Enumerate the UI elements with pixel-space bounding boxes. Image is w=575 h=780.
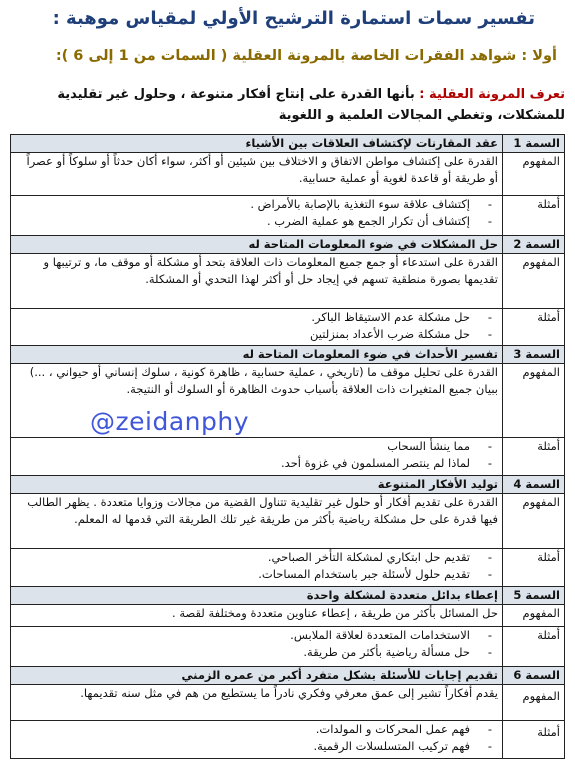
concept-text: القدرة على إكتشاف مواطن الاتفاق و الاختلاف بين شيئين أو أكثر، سواء أكان حدثاً أو سلوكاً أو عصراً أو طريقة أو قاعدة لغوية أو عملية حسابية. — [11, 153, 503, 196]
examples-list — [15, 549, 498, 585]
examples-label: أمثلة — [503, 721, 565, 759]
concept-text: القدرة على تحليل موقف ما (تاريخي ، عملية حسابية ، ظاهرة كونية ، سلوك إنساني أو حيواني ، ...) ببيان جميع المتغيرات ذات العلاقة بأسباب حدوث الظاهرة أو السلوك أو النتيجة. — [11, 364, 503, 438]
trait-header-row — [11, 587, 565, 605]
example-item: - فهم عمل المحركات و المولدات. — [15, 721, 470, 738]
trait-title: تفسير الأحداث في ضوء المعلومات المتاحة له — [11, 346, 503, 364]
examples-cell — [11, 721, 503, 759]
traits-table — [10, 134, 565, 759]
concept-label: المفهوم — [503, 685, 565, 721]
trait-header-row — [11, 236, 565, 254]
example-item: - تقديم حل ابتكاري لمشكلة التأخر الصباحي. — [15, 549, 470, 566]
examples-list — [15, 438, 498, 474]
examples-label: أمثلة — [503, 549, 565, 587]
trait-concept-row — [11, 685, 565, 721]
examples-cell — [11, 438, 503, 476]
example-item: - فهم تركيب المتسلسلات الرقمية. — [15, 738, 470, 755]
trait-number: السمة 2 — [503, 236, 565, 254]
example-item: - مما ينشأ السحاب — [15, 438, 470, 455]
concept-label: المفهوم — [503, 494, 565, 549]
trait-number: السمة 4 — [503, 476, 565, 494]
example-item: - لماذا لم ينتصر المسلمون في غزوة أحد. — [15, 455, 470, 472]
example-item: - تقديم حلول لأسئلة جبر باستخدام المساحات. — [15, 566, 470, 583]
trait-examples-row — [11, 196, 565, 236]
trait-concept-row — [11, 153, 565, 196]
trait-number: السمة 6 — [503, 667, 565, 685]
definition-text: بأنها القدرة على إنتاج أفكار متنوعة ، وحلول غير تقليدية للمشكلات، وتغطي المجالات العلمية و اللغوية — [57, 87, 565, 123]
examples-cell — [11, 196, 503, 236]
trait-examples-row — [11, 549, 565, 587]
trait-header-row — [11, 667, 565, 685]
trait-number: السمة 5 — [503, 587, 565, 605]
examples-cell — [11, 549, 503, 587]
trait-title: حل المشكلات في ضوء المعلومات المتاحة له — [11, 236, 503, 254]
examples-list — [15, 627, 498, 663]
examples-list — [15, 721, 498, 757]
trait-examples-row — [11, 721, 565, 759]
examples-cell — [11, 309, 503, 346]
concept-label: المفهوم — [503, 364, 565, 438]
concept-label: المفهوم — [503, 254, 565, 309]
example-item: - إكتشاف أن تكرار الجمع هو عملية الضرب . — [15, 213, 470, 230]
examples-label: أمثلة — [503, 438, 565, 476]
section-subtitle: أولا : شواهد الفقرات الخاصة بالمرونة العقلية ( السمات من 1 إلى 6 ): — [55, 48, 557, 64]
examples-label: أمثلة — [503, 196, 565, 236]
trait-concept-row — [11, 254, 565, 309]
trait-examples-row — [11, 627, 565, 667]
trait-concept-row — [11, 494, 565, 549]
trait-title: تقديم إجابات للأسئلة بشكل متفرد أكبر من عمره الزمني — [11, 667, 503, 685]
definition-label: تعرف المرونة العقلية : — [419, 87, 565, 102]
examples-cell — [11, 627, 503, 667]
trait-examples-row — [11, 309, 565, 346]
definition-paragraph — [10, 84, 565, 126]
examples-label: أمثلة — [503, 627, 565, 667]
example-item: - إكتشاف علاقة سوء التغذية بالإصابة بالأمراض . — [15, 196, 470, 213]
example-item: - حل مشكلة ضرب الأعداد بمنزلتين — [15, 326, 470, 343]
examples-label: أمثلة — [503, 309, 565, 346]
concept-text: حل المسائل بأكثر من طريقة ، إعطاء عناوين متعددة ومختلفة لقصة . — [11, 605, 503, 627]
example-item: - الاستخدامات المتعددة لعلاقة الملابس. — [15, 627, 470, 644]
trait-header-row — [11, 476, 565, 494]
trait-concept-row — [11, 605, 565, 627]
concept-text: القدرة على تقديم أفكار أو حلول غير تقليدية تتناول القضية من مجالات وزوايا متعددة . يظهر الطالب فيها قدرة على حل مشكلة رياضية بأكثر من طريقة غير تلك الطريقة التي قدمها له المعلم. — [11, 494, 503, 549]
trait-number: السمة 3 — [503, 346, 565, 364]
examples-list — [15, 196, 498, 232]
trait-number: السمة 1 — [503, 135, 565, 153]
concept-text: يقدم أفكاراً تشير إلى عمق معرفي وفكري نادراً ما يستطيع من هم في مثل سنه تقديمها. — [11, 685, 503, 721]
watermark-handle: @zeidanphy — [90, 407, 249, 436]
examples-list — [15, 309, 498, 345]
concept-text: القدرة على استدعاء أو جمع جميع المعلومات ذات العلاقة بتحد أو مشكلة أو موقف ما، و ترتيبها و تقديمها بصورة منطقية تسهم في إيجاد حل أو أكثر لهذا التحدي أو المشكلة. — [11, 254, 503, 309]
example-item: - حل مشكلة عدم الاستيقاظ الباكر. — [15, 309, 470, 326]
trait-header-row — [11, 346, 565, 364]
trait-title: عقد المقارنات لإكتشاف العلاقات بين الأشياء — [11, 135, 503, 153]
trait-title: توليد الأفكار المتنوعة — [11, 476, 503, 494]
trait-title: إعطاء بدائل متعددة لمشكلة واحدة — [11, 587, 503, 605]
concept-label: المفهوم — [503, 153, 565, 196]
example-item: - حل مسألة رياضية بأكثر من طريقة. — [15, 644, 470, 661]
page-title: تفسير سمات استمارة الترشيح الأولي لمقياس موهبة : — [52, 8, 535, 29]
concept-label: المفهوم — [503, 605, 565, 627]
trait-examples-row — [11, 438, 565, 476]
trait-header-row — [11, 135, 565, 153]
